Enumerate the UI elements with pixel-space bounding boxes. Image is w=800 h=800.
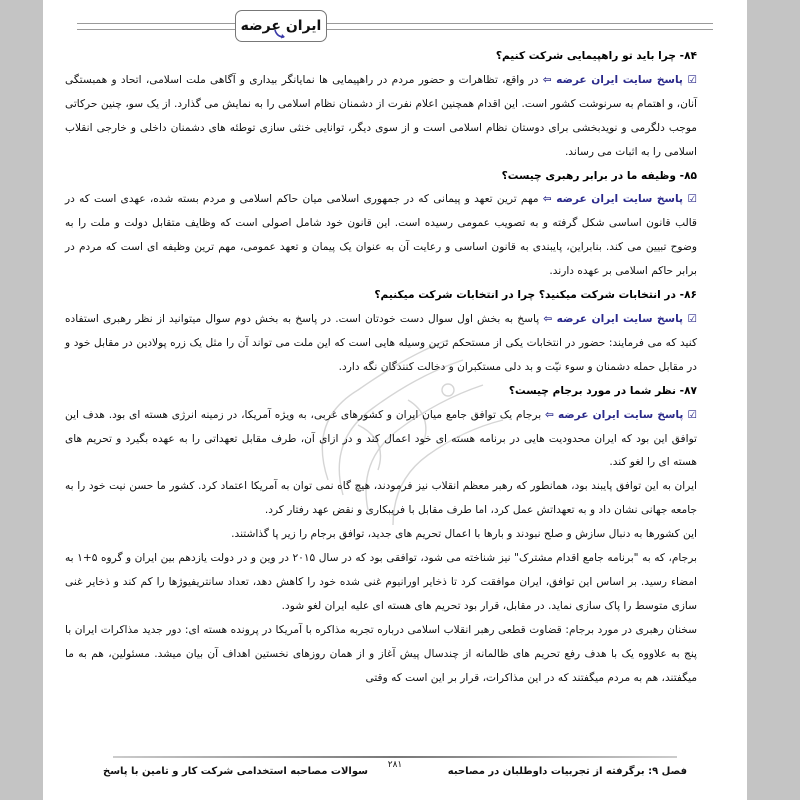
- book-title: سوالات مصاحبه استخدامی شرکت کار و تامین با پاسخ: [103, 766, 368, 777]
- answer-text: پاسخ به بخش اول سوال دست خودتان است. در پاسخ به بخش دوم سوال میتوانید از نظر رهبری استفاده کنید که می فرمایند: حضور در انتخابات یکی از مستحکم ترین وسیله هایی است که این ملت می تواند آن را مثل یک زره پولادین در مقابل خود و در مقابل حمله دشمنان و سوء نیّت و بد دلی مستکبران و دخالت کنندگان نگه دارد.: [65, 312, 697, 373]
- chapter-title: فصل ۹: برگرفته از تجربیات داوطلبان در مصاحبه: [447, 766, 687, 777]
- answer-86: [65, 308, 697, 380]
- answer-85: [65, 188, 697, 284]
- question-86: ۸۶- در انتخابات شرکت میکنید؟ چرا در انتخابات شرکت میکنیم؟: [374, 289, 697, 302]
- document-body: [65, 45, 697, 690]
- answer-text: برجام یک توافق جامع میان ایران و کشورهای غربی، به ویژه آمریکا، در زمینه انرژی هسته ای بود. هدف این توافق این بود که ایران محدودیت هایی در برنامه هسته ای خود اعمال کند و در ازای آن، طرف مقابل تعهداتی را به عهده بگیرد و تحریم های هسته ای را لغو کند.: [65, 408, 697, 469]
- footer-divider: [113, 756, 677, 758]
- answer-label: ☑ پاسخ سایت ایران عرضه ⇦: [542, 193, 697, 206]
- answer-text: مهم ترین تعهد و پیمانی که در جمهوری اسلامی میان حاکم اسلامی و مردم بسته شده، عهدی است که در قالب قانون اساسی شکل گرفته و به تصویب عمومی رسیده است. این قانون خود شامل اصولی است که وظایف متقابل دولت و ملت را به وضوح تبیین می کند. بنابراین، پایبندی به قانون اساسی و رعایت آن به عنوان یک پیمان و تعهد عمومی، مهم ترین وظیفه ای است که مردم در برابر حاکم اسلامی بر عهده دارند.: [65, 193, 697, 278]
- question-85: ۸۵- وظیفه ما در برابر رهبری چیست؟: [501, 169, 697, 182]
- answer-label: ☑ پاسخ سایت ایران عرضه ⇦: [543, 312, 697, 325]
- answer-label: ☑ پاسخ سایت ایران عرضه ⇦: [544, 408, 697, 421]
- answer-label: ☑ پاسخ سایت ایران عرضه ⇦: [542, 73, 697, 86]
- answer-84: [65, 69, 697, 165]
- answer-text: در واقع، تظاهرات و حضور مردم در راهپیمایی ها نمایانگر بیداری و آگاهی ملت اسلامی، اتحاد و همبستگی آنان، و اهتمام به سرنوشت کشور است. این اقدام همچنین اعلام نفرت از دشمنان نظام اسلامی را به نمایش می گذارد. از یک سو، چنین حرکاتی موجب دلگرمی و نویدبخشی برای دوستان نظام اسلامی است و از سوی دیگر، توانایی خنثی سازی توطئه های دشمنان داخلی و خارجی انقلاب اسلامی را به اثبات می رساند.: [65, 73, 697, 158]
- page-number: ۲۸۱: [387, 760, 403, 770]
- paragraph: ایران به این توافق پایبند بود، همانطور که رهبر معظم انقلاب نیز فرمودند، هیچ گاه نمی توان به آمریکا اعتماد کرد. کشور ما حسن نیت خود را به جامعه جهانی نشان داد و به تعهداتش عمل کرد، اما طرف مقابل با فریبکاری و نقض عهد رفتار کرد.: [65, 480, 697, 517]
- paragraph: برجام، که به "برنامه جامع اقدام مشترک" نیز شناخته می شود، توافقی بود که در سال ۲۰۱۵ در وین و در دولت یازدهم بین ایران و گروه ۵+۱ به امضاء رسید. بر اساس این توافق، ایران موافقت کرد تا ذخایر اورانیوم غنی شده خود را کاهش دهد، تعداد سانتریفیوژها را کم کند و ذخایر غنی سازی متوسط را پاک سازی نماید. در مقابل، قرار بود تحریم های هسته ای علیه ایران لغو شود.: [65, 552, 697, 612]
- site-logo: [235, 10, 327, 42]
- logo-arrow-icon: [274, 29, 286, 39]
- question-84: ۸۴- چرا باید تو راهپیمایی شرکت کنیم؟: [495, 50, 697, 62]
- document-page: [43, 0, 747, 800]
- paragraph: سخنان رهبری در مورد برجام: قضاوت قطعی رهبر انقلاب اسلامی درباره تجربه مذاکره با آمریکا در پرونده هسته ای: دور جدید مذاکرات ایران با پنج به علاووه یک با هدف رفع تحریم های ظالمانه از چندسال پیش آغاز و از همان روزهای نخستین اهداف آن بیان میشد. مسئولین، هم به ما میگفتند، هم به مردم میگفتند که در این مذاکرات، قرار بر این است که وقتی: [65, 623, 697, 684]
- answer-87: [65, 404, 697, 476]
- question-87: ۸۷- نظر شما در مورد برجام چیست؟: [508, 384, 697, 397]
- logo-text: ایران عرضه: [240, 18, 322, 34]
- paragraph: این کشورها به دنبال سازش و صلح نبودند و بارها با اعمال تحریم های جدید، توافق برجام را زیر پا گذاشتند.: [231, 528, 697, 541]
- header-divider: [77, 23, 713, 30]
